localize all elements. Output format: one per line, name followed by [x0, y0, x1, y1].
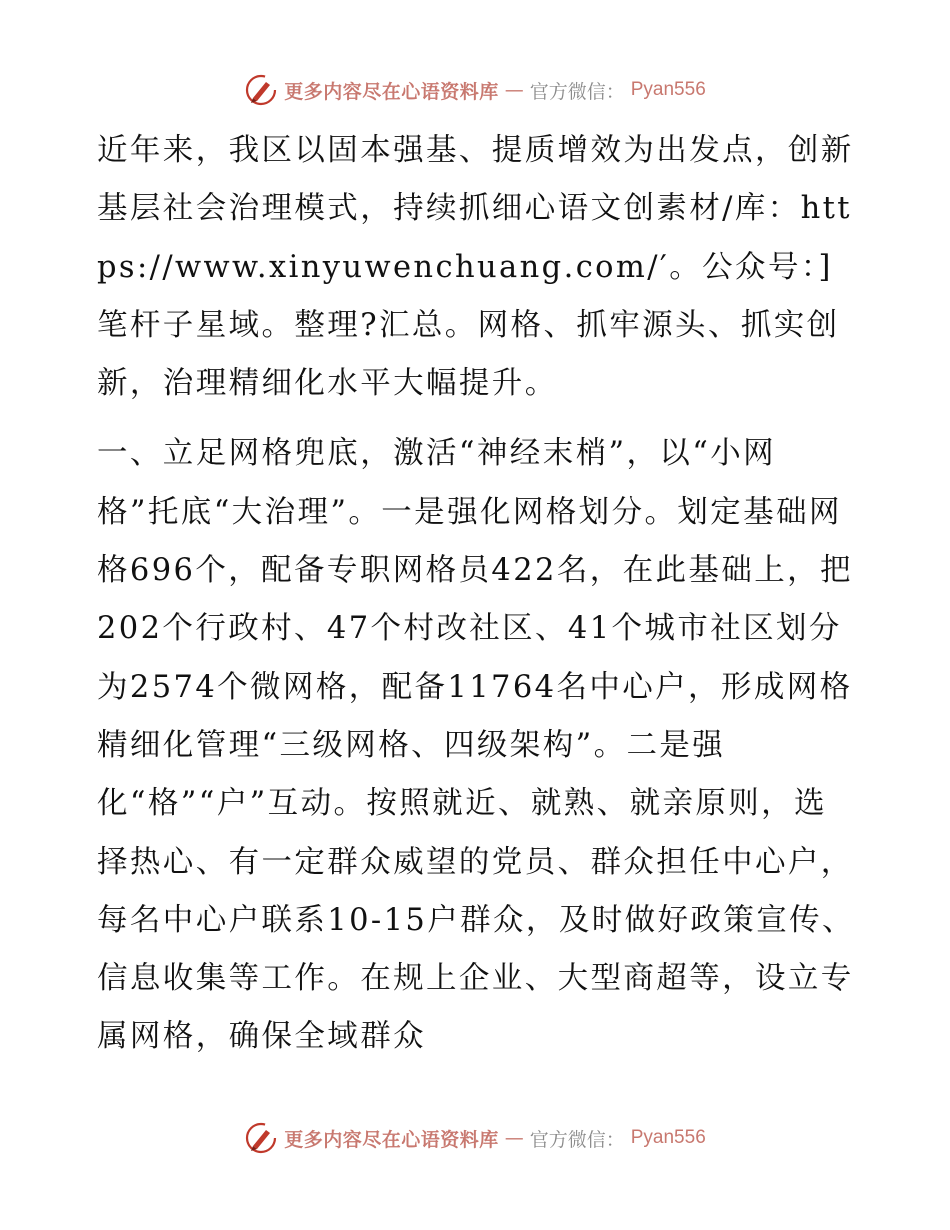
watermark-contact-id: Pyan556	[630, 79, 706, 100]
watermark-contact-label: 官方微信：	[529, 1128, 625, 1151]
pen-logo-icon	[244, 1121, 278, 1155]
watermark-contact-label: 官方微信：	[529, 80, 625, 103]
watermark-contact-id: Pyan556	[630, 1127, 706, 1148]
header-watermark	[0, 70, 950, 110]
pen-logo-icon	[244, 73, 278, 107]
watermark-dash: —	[504, 1127, 524, 1149]
watermark-dash: —	[504, 79, 524, 101]
watermark-brand: 更多内容尽在心语资料库	[284, 80, 499, 103]
paragraph-section-one: 一、立足网格兜底，激活“神经末梢”，以“小网格”托底“大治理”。一是强化网格划分。划定基础网格696个，配备专职网格员422名，在此基础上，把202个行政村、47个村改社区、41个城市社区划分为2574个微网格，配备11764名中心户，形成网格精细化管理“三级网格、四级架构”。二是强化“格”“户”互动。按照就近、就熟、就亲原则，选择热心、有一定群众威望的党员、群众担任中心户，每名中心户联系10-15户群众，及时做好政策宣传、信息收集等工作。在规上企业、大型商超等，设立专属网格，确保全域群众	[97, 436, 855, 1055]
paragraph-intro: 近年来，我区以固本强基、提质增效为出发点，创新基层社会治理模式，持续抓细心语文创素材/库：https://www.xinyuwenchuang.com/′。公众号：]笔杆子星域。整理?汇总。网格、抓牢源头、抓实创新，治理精细化水平大幅提升。	[97, 133, 854, 402]
footer-watermark	[0, 1118, 950, 1158]
document-body	[97, 122, 855, 1067]
watermark-brand: 更多内容尽在心语资料库	[284, 1128, 499, 1151]
